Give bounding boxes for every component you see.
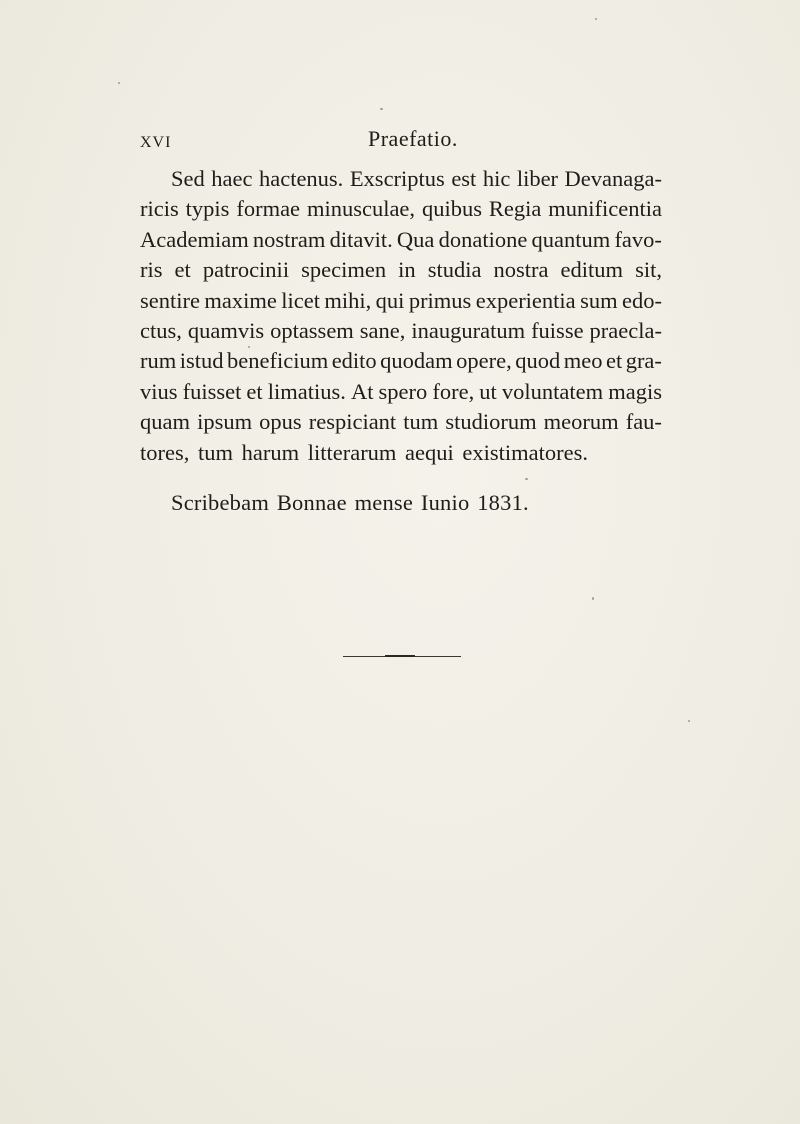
- word: editum: [560, 257, 624, 283]
- word: ut: [479, 378, 497, 404]
- page-header: [140, 126, 660, 156]
- word: experientia: [475, 287, 576, 313]
- word: typis: [185, 196, 230, 222]
- word: tum: [403, 409, 439, 435]
- end-rule-accent: [385, 655, 415, 657]
- word: ditavit.: [329, 226, 393, 252]
- word: quodam: [380, 348, 453, 374]
- word: quam: [140, 409, 190, 435]
- word: magis: [608, 378, 662, 404]
- word: fau-: [625, 409, 662, 435]
- word: specimen: [301, 257, 387, 283]
- text-line: tores, tum harum litterarum aequi existimatores.: [140, 439, 589, 465]
- word: ris: [140, 257, 163, 283]
- word: Devanaga-: [564, 166, 662, 191]
- word: studia: [427, 257, 482, 283]
- word: Qua: [396, 226, 435, 252]
- word: mihi,: [324, 287, 372, 313]
- word: quamvis: [187, 317, 265, 343]
- word: studiorum: [445, 409, 537, 435]
- word: voluntatem: [501, 378, 604, 404]
- word: quantum: [531, 226, 611, 252]
- preface-paragraph: [140, 164, 662, 468]
- word: favo-: [614, 226, 662, 252]
- text-line: [140, 286, 662, 316]
- word: patrocinii: [202, 257, 290, 283]
- word: Sed: [171, 166, 205, 191]
- word: hactenus.: [258, 166, 344, 191]
- text-line: [140, 316, 662, 346]
- word: limatius.: [267, 378, 346, 404]
- word: vius: [140, 378, 178, 404]
- word: praecla-: [589, 317, 662, 343]
- word: meorum: [543, 409, 619, 435]
- word: munificentia: [548, 196, 662, 222]
- text-line: [140, 255, 662, 285]
- word: opus: [259, 409, 302, 435]
- word: maxime: [204, 287, 277, 313]
- word: edito: [331, 348, 377, 374]
- word: est: [451, 166, 477, 191]
- word: haec: [211, 166, 253, 191]
- word: opere,: [456, 348, 512, 374]
- word: ricis: [140, 196, 179, 222]
- word: spero: [378, 378, 428, 404]
- word: sane,: [359, 317, 406, 343]
- closing-dateline: Scribebam Bonnae mense Iunio 1831.: [171, 490, 529, 515]
- word: et: [605, 348, 623, 374]
- word: fuisse: [531, 317, 584, 343]
- word: nostram: [252, 226, 326, 252]
- word: beneficium: [226, 348, 329, 374]
- word: respiciant: [308, 409, 397, 435]
- word: quibus: [421, 196, 482, 222]
- word: gra-: [625, 348, 662, 374]
- word: liber: [516, 166, 559, 191]
- word: qui: [375, 287, 405, 313]
- word: ctus,: [140, 317, 182, 343]
- running-head: Praefatio.: [368, 126, 458, 151]
- word: Regia: [488, 196, 542, 222]
- word: et: [246, 378, 263, 404]
- word: donatione: [438, 226, 528, 252]
- word: inauguratum: [411, 317, 526, 343]
- text-line: [140, 346, 662, 376]
- word: minusculae,: [306, 196, 416, 222]
- word: sentire: [140, 287, 200, 313]
- word: sum: [580, 287, 618, 313]
- end-rule: [343, 656, 461, 657]
- word: meo: [563, 348, 603, 374]
- word: fore,: [432, 378, 475, 404]
- word: et: [174, 257, 191, 283]
- word: Exscriptus: [349, 166, 445, 191]
- word: edo-: [621, 287, 662, 313]
- word: rum: [140, 348, 177, 374]
- word: At: [350, 378, 374, 404]
- word: sit,: [635, 257, 662, 283]
- word: licet: [281, 287, 320, 313]
- word: in: [398, 257, 416, 283]
- word: hic: [482, 166, 511, 191]
- word: formae: [236, 196, 301, 222]
- text-line: [140, 407, 662, 437]
- word: primus: [408, 287, 472, 313]
- word: Academiam: [140, 226, 249, 252]
- word: fuisset: [182, 378, 242, 404]
- text-line: [140, 377, 662, 407]
- page-number: XVI: [140, 134, 172, 151]
- text-line: [140, 194, 662, 224]
- word: ipsum: [197, 409, 253, 435]
- word: quod: [515, 348, 561, 374]
- word: optassem: [270, 317, 354, 343]
- text-line: [140, 225, 662, 255]
- word: istud: [179, 348, 224, 374]
- word: nostra: [493, 257, 549, 283]
- text-line: [140, 164, 662, 194]
